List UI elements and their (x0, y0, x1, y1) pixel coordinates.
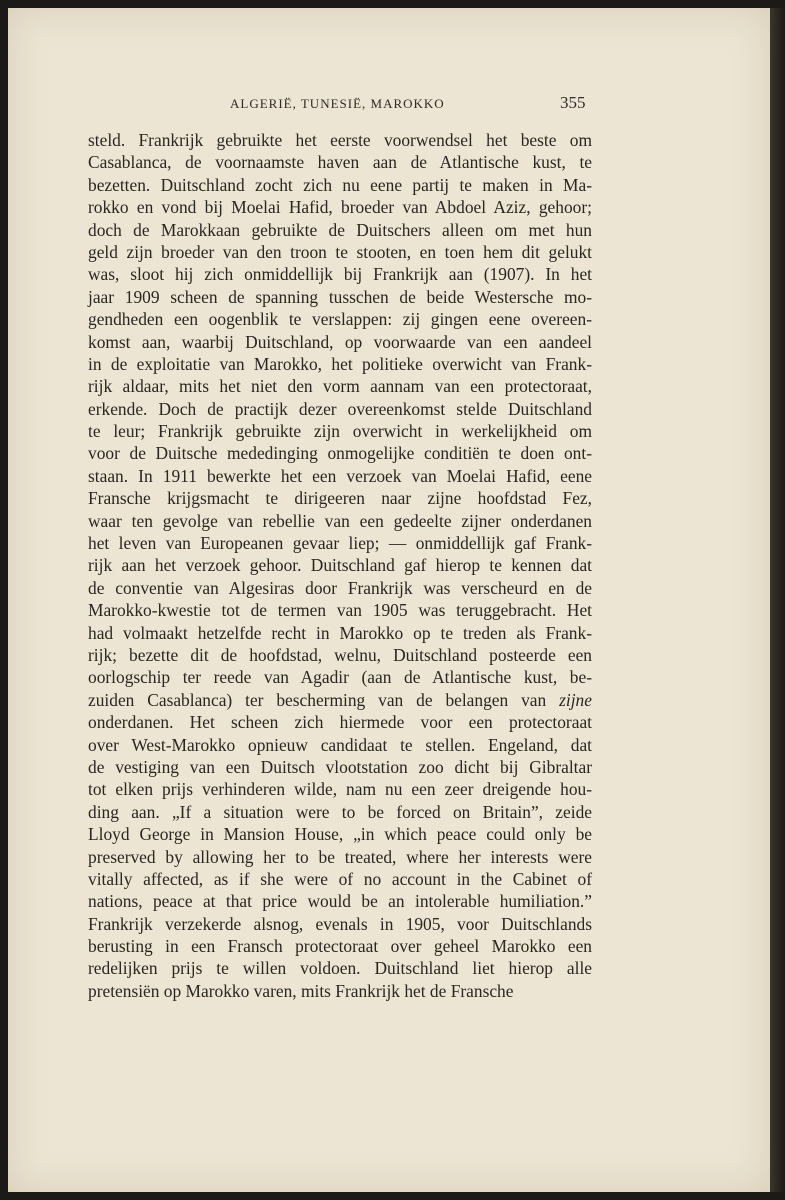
text-line: jaar 1909 scheen de spanning tusschen de beide Westersche mo- (88, 286, 592, 307)
text-line: berusting in een Fransch protectoraat over geheel Marokko een (88, 936, 592, 957)
text-line: waar ten gevolge van rebellie van een gedeelte zijner onderdanen (88, 510, 592, 531)
text-line: de vestiging van een Duitsch vlootstation zoo dicht bij Gibraltar (88, 756, 592, 777)
page-edge-shadow (770, 8, 785, 1192)
text-line: preserved by allowing her to be treated, where her interests were (88, 846, 592, 867)
text-segment: zuiden Casablanca) ter bescherming van de belangen van (88, 689, 547, 710)
text-line: was, sloot hij zich onmiddellijk bij Frankrijk aan (1907). In het (88, 264, 592, 285)
text-line: ding aan. „If a situation were to be forced on Britain”, zeide (88, 801, 592, 822)
text-line-with-emphasis (88, 689, 592, 711)
text-line: had volmaakt hetzelfde recht in Marokko op te treden als Frank- (88, 622, 592, 643)
text-line: rijk; bezette dit de hoofdstad, welnu, Duitschland posteerde een (88, 644, 592, 665)
text-line: Marokko-kwestie tot de termen van 1905 was teruggebracht. Het (88, 600, 592, 621)
text-line: erkende. Doch de practijk dezer overeenkomst stelde Duitschland (88, 398, 592, 419)
text-line: rokko en vond bij Moelai Hafid, broeder van Abdoel Aziz, gehoor; (88, 197, 592, 218)
text-line: gendheden een oogenblik te verslappen: zij gingen eene overeen- (88, 309, 592, 330)
text-line: geld zijn broeder van den troon te stooten, en toen hem dit gelukt (88, 241, 592, 262)
text-line: Casablanca, de voornaamste haven aan de Atlantische kust, te (88, 152, 592, 173)
text-line: bezetten. Duitschland zocht zich nu eene partij te maken in Ma- (88, 174, 592, 195)
text-line: doch de Marokkaan gebruikte de Duitschers alleen om met hun (88, 219, 592, 240)
text-line: het leven van Europeanen gevaar liep; — onmiddellijk gaf Frank- (88, 533, 592, 554)
text-line: over West-Marokko opnieuw candidaat te stellen. Engeland, dat (88, 734, 592, 755)
text-line: Fransche krijgsmacht te dirigeeren naar zijne hoofdstad Fez, (88, 488, 592, 509)
text-line: pretensiën op Marokko varen, mits Frankrijk het de Fransche (88, 980, 514, 1001)
text-line: vitally affected, as if she were of no account in the Cabinet of (88, 868, 592, 889)
text-line: de conventie van Algesiras door Frankrijk was verscheurd en de (88, 577, 592, 598)
text-line: rijk aan het verzoek gehoor. Duitschland gaf hierop te kennen dat (88, 555, 592, 576)
text-line: tot elken prijs verhinderen wilde, nam nu een zeer dreigende hou- (88, 779, 592, 800)
text-line: oorlogschip ter reede van Agadir (aan de Atlantische kust, be- (88, 667, 592, 688)
text-line: Frankrijk verzekerde alsnog, evenals in 1905, voor Duitschlands (88, 913, 592, 934)
page-number: 355 (560, 93, 586, 112)
emphasized-word: zijne (559, 689, 592, 710)
text-line: nations, peace at that price would be an intolerable humiliation.” (88, 891, 592, 912)
text-line: komst aan, waarbij Duitschland, op voorwaarde van een aandeel (88, 331, 592, 352)
text-line: staan. In 1911 bewerkte het een verzoek van Moelai Hafid, eene (88, 465, 592, 486)
text-line: redelijken prijs te willen voldoen. Duitschland liet hierop alle (88, 958, 592, 979)
running-title: ALGERIË, TUNESIË, MAROKKO (230, 96, 445, 111)
text-line: steld. Frankrijk gebruikte het eerste voorwendsel het beste om (88, 130, 592, 150)
text-line: Lloyd George in Mansion House, „in which peace could only be (88, 824, 592, 845)
body-text (88, 129, 592, 1002)
text-line: onderdanen. Het scheen zich hiermede voor een protectoraat (88, 712, 592, 733)
page-header (0, 93, 785, 120)
text-line: rijk aldaar, mits het niet den vorm aannam van een protectoraat, (88, 376, 592, 397)
text-line: in de exploitatie van Marokko, het politieke overwicht van Frank- (88, 353, 592, 374)
text-line: voor de Duitsche mededinging onmogelijke conditiën te doen ont- (88, 443, 592, 464)
text-line: te leur; Frankrijk gebruikte zijn overwicht in werkelijkheid om (88, 421, 592, 442)
